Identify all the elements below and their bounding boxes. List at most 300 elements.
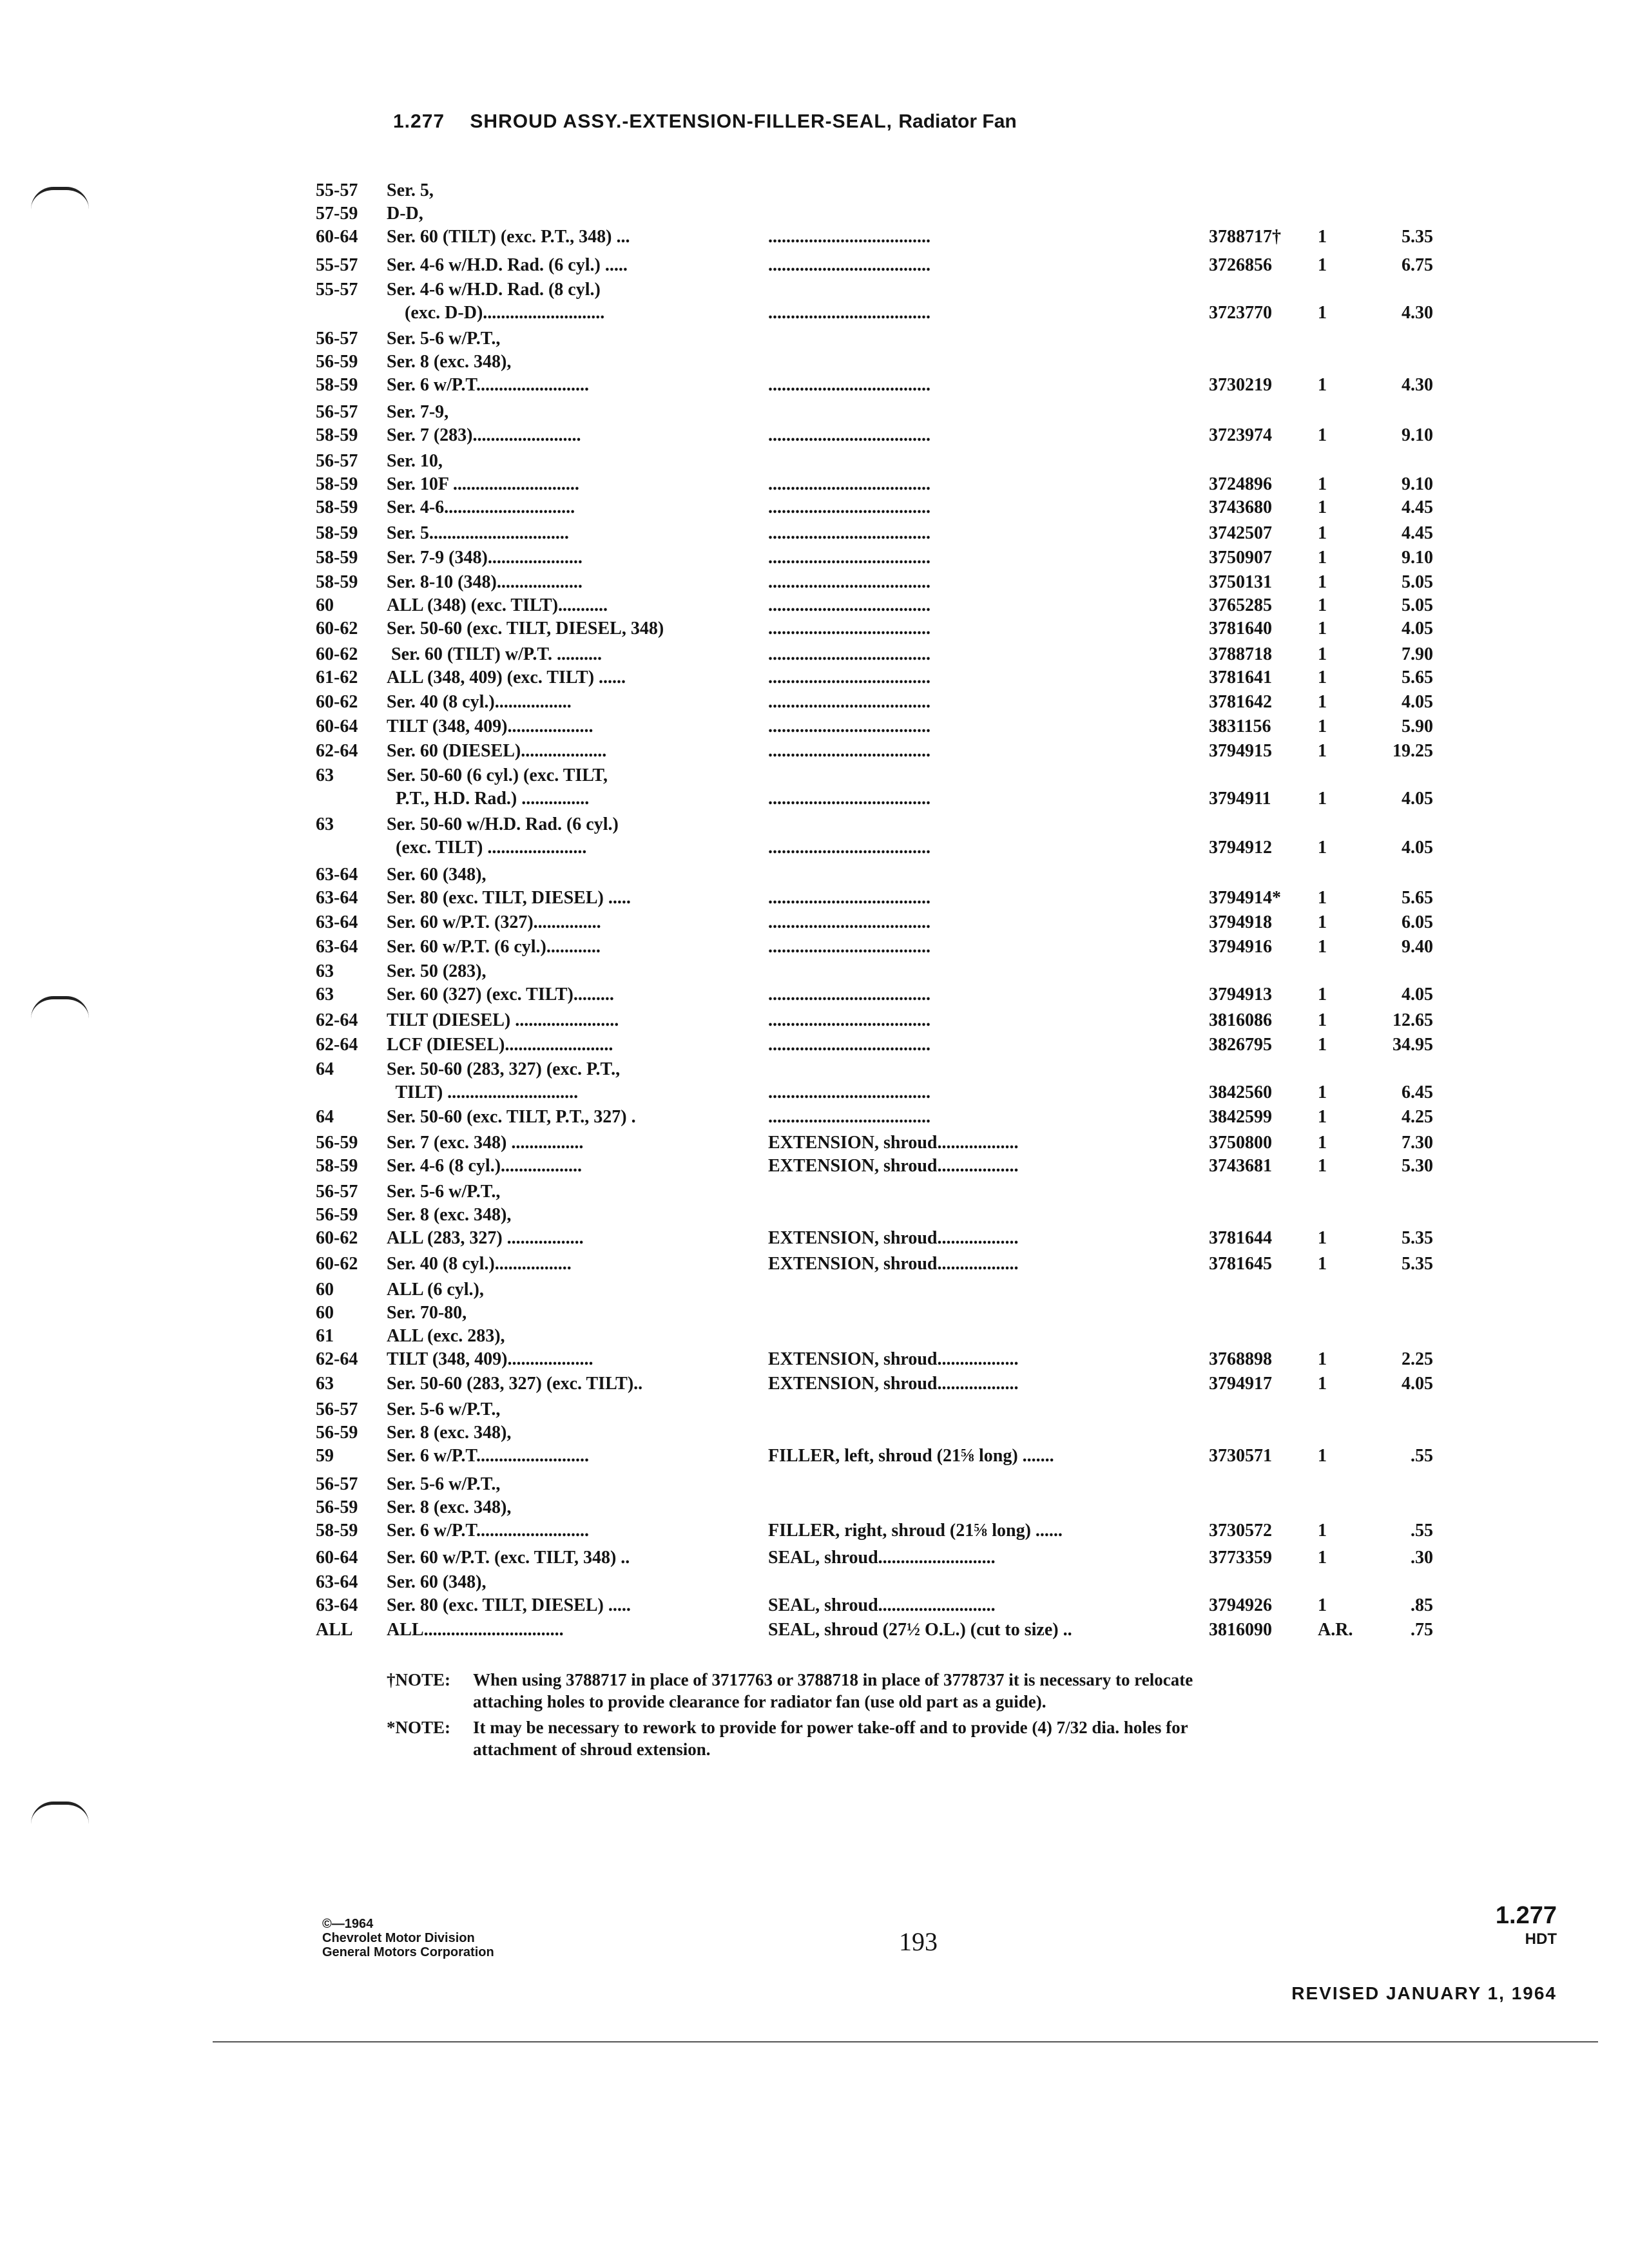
row-quantity: 1 — [1318, 937, 1327, 957]
row-description: Ser. 50-60 (exc. TILT, DIESEL, 348) — [387, 619, 664, 639]
row-quantity: 1 — [1318, 1010, 1327, 1030]
row-price: 6.45 — [1402, 1082, 1433, 1102]
row-part-number: 3794912 — [1209, 838, 1272, 858]
table-row — [0, 936, 1629, 959]
row-description: Ser. 4-6 (8 cyl.).................. — [387, 1156, 583, 1176]
row-part-number: 3743681 — [1209, 1156, 1272, 1176]
table-row — [0, 401, 1629, 424]
row-price: .75 — [1411, 1620, 1433, 1640]
table-row — [0, 1372, 1629, 1396]
row-price: 4.05 — [1402, 1374, 1433, 1394]
row-description: ALL (exc. 283), — [387, 1326, 505, 1346]
row-year: 64 — [316, 1059, 334, 1079]
row-part-number: 3743680 — [1209, 497, 1272, 517]
row-part-name: .................................... — [768, 548, 930, 568]
row-year: 56-59 — [316, 1497, 358, 1517]
row-quantity: 1 — [1318, 474, 1327, 494]
row-part-number: 3781644 — [1209, 1228, 1272, 1248]
row-price: 5.35 — [1402, 227, 1433, 247]
row-part-number: 3794917 — [1209, 1374, 1272, 1394]
row-price: .55 — [1411, 1521, 1433, 1541]
row-description: Ser. 80 (exc. TILT, DIESEL) ..... — [387, 1595, 631, 1615]
row-year: 61 — [316, 1326, 334, 1346]
row-part-number: 3794926 — [1209, 1595, 1272, 1615]
table-row — [0, 1106, 1629, 1129]
table-row — [0, 202, 1629, 226]
row-part-name: .................................... — [768, 619, 930, 639]
table-row — [0, 1519, 1629, 1542]
row-quantity: 1 — [1318, 497, 1327, 517]
row-part-name: .................................... — [768, 303, 930, 323]
row-description: (exc. D-D)........................... — [387, 303, 605, 323]
table-row — [0, 1325, 1629, 1348]
row-description: Ser. 5............................... — [387, 523, 569, 543]
row-description: Ser. 7 (283)........................ — [387, 425, 581, 445]
row-price: 5.65 — [1402, 668, 1433, 687]
row-quantity: 1 — [1318, 912, 1327, 932]
row-year: 58-59 — [316, 497, 358, 517]
row-description: Ser. 10, — [387, 451, 443, 471]
row-part-number: 3831156 — [1209, 716, 1271, 736]
row-part-name: .................................... — [768, 716, 930, 736]
row-price: 19.25 — [1393, 741, 1433, 761]
table-row — [0, 983, 1629, 1006]
row-quantity: 1 — [1318, 1107, 1327, 1127]
row-price: 5.90 — [1402, 716, 1433, 736]
row-quantity: 1 — [1318, 1156, 1327, 1176]
row-part-number: 3816086 — [1209, 1010, 1272, 1030]
table-row — [0, 374, 1629, 397]
row-part-number: 3750907 — [1209, 548, 1272, 568]
row-quantity: 1 — [1318, 985, 1327, 1004]
row-price: 7.90 — [1402, 644, 1433, 664]
table-row — [0, 1058, 1629, 1081]
table-row — [0, 715, 1629, 738]
row-price: 9.10 — [1402, 474, 1433, 494]
row-quantity: 1 — [1318, 1228, 1327, 1248]
row-part-name: EXTENSION, shroud.................. — [768, 1254, 1019, 1274]
row-part-name: FILLER, right, shroud (21⅝ long) ...... — [768, 1521, 1063, 1541]
row-year: 58-59 — [316, 572, 358, 592]
table-row — [0, 887, 1629, 910]
row-part-number: 3742507 — [1209, 523, 1272, 543]
table-row — [0, 643, 1629, 666]
row-description: Ser. 6 w/P.T......................... — [387, 375, 589, 395]
row-part-name: .................................... — [768, 1010, 930, 1030]
row-part-number: 3794914* — [1209, 888, 1281, 908]
row-description: Ser. 60 (348), — [387, 1572, 487, 1592]
row-year: 60-62 — [316, 644, 358, 664]
row-part-name: EXTENSION, shroud.................. — [768, 1228, 1019, 1248]
row-price: 12.65 — [1393, 1010, 1433, 1030]
row-quantity: 1 — [1318, 888, 1327, 908]
row-part-number: 3794915 — [1209, 741, 1272, 761]
row-price: 2.25 — [1402, 1349, 1433, 1369]
row-year: 58-59 — [316, 375, 358, 395]
row-quantity: 1 — [1318, 548, 1327, 568]
row-description: Ser. 40 (8 cyl.)................. — [387, 692, 572, 712]
table-row — [0, 787, 1629, 811]
table-row — [0, 1033, 1629, 1057]
row-price: 5.35 — [1402, 1228, 1433, 1248]
table-row — [0, 813, 1629, 836]
row-description: ALL (6 cyl.), — [387, 1280, 484, 1300]
table-row — [0, 278, 1629, 302]
row-part-number: 3781640 — [1209, 619, 1272, 639]
row-year: 63 — [316, 765, 334, 785]
row-description: Ser. 50-60 (283, 327) (exc. TILT).. — [387, 1374, 643, 1394]
row-description: Ser. 6 w/P.T......................... — [387, 1446, 589, 1466]
row-quantity: 1 — [1318, 692, 1327, 712]
copyright-line: Chevrolet Motor Division — [322, 1931, 475, 1945]
row-price: .85 — [1411, 1595, 1433, 1615]
row-price: 5.30 — [1402, 1156, 1433, 1176]
row-part-number: 3724896 — [1209, 474, 1272, 494]
row-part-number: 3794913 — [1209, 985, 1272, 1004]
row-description: Ser. 4-6 w/H.D. Rad. (6 cyl.) ..... — [387, 255, 628, 275]
table-row — [0, 1009, 1629, 1032]
table-row — [0, 740, 1629, 763]
row-price: 4.45 — [1402, 497, 1433, 517]
row-price: 9.40 — [1402, 937, 1433, 957]
row-year: 63-64 — [316, 1595, 358, 1615]
row-part-number: 3765285 — [1209, 595, 1272, 615]
row-year: 60-64 — [316, 1548, 358, 1568]
table-row — [0, 546, 1629, 570]
row-part-number: 3794918 — [1209, 912, 1272, 932]
row-year: 58-59 — [316, 1521, 358, 1541]
row-quantity: 1 — [1318, 425, 1327, 445]
row-year: 56-59 — [316, 1205, 358, 1225]
row-part-name: .................................... — [768, 227, 930, 247]
row-year: 55-57 — [316, 280, 358, 300]
table-row — [0, 522, 1629, 545]
notes-section — [387, 1669, 1220, 1764]
row-part-number: 3726856 — [1209, 255, 1272, 275]
table-row — [0, 594, 1629, 617]
binder-hole-mark-bottom — [31, 1802, 89, 1824]
row-description: Ser. 40 (8 cyl.)................. — [387, 1254, 572, 1274]
row-part-number: 3826795 — [1209, 1035, 1272, 1055]
table-row — [0, 1473, 1629, 1496]
row-quantity: 1 — [1318, 644, 1327, 664]
copyright-line: General Motors Corporation — [322, 1945, 494, 1959]
header-title: SHROUD ASSY.-EXTENSION-FILLER-SEAL, — [470, 111, 893, 132]
table-row — [0, 1302, 1629, 1325]
row-price: 6.75 — [1402, 255, 1433, 275]
row-year: ALL — [316, 1620, 353, 1640]
row-quantity: 1 — [1318, 619, 1327, 639]
row-part-name: .................................... — [768, 497, 930, 517]
row-part-number: 3781642 — [1209, 692, 1272, 712]
row-price: 5.05 — [1402, 572, 1433, 592]
row-price: .55 — [1411, 1446, 1433, 1466]
note-label: *NOTE: — [387, 1718, 451, 1737]
row-price: 7.30 — [1402, 1133, 1433, 1153]
row-part-name: .................................... — [768, 838, 930, 858]
note-asterisk — [387, 1716, 1220, 1760]
row-part-name: .................................... — [768, 789, 930, 809]
row-quantity: 1 — [1318, 1521, 1327, 1541]
row-price: 4.05 — [1402, 692, 1433, 712]
table-row — [0, 691, 1629, 714]
row-year: 63 — [316, 985, 334, 1004]
row-year: 55-57 — [316, 180, 358, 200]
row-year: 63-64 — [316, 937, 358, 957]
row-price: 4.25 — [1402, 1107, 1433, 1127]
row-description: (exc. TILT) ...................... — [387, 838, 587, 858]
row-year: 58-59 — [316, 474, 358, 494]
row-year: 58-59 — [316, 425, 358, 445]
row-price: 5.35 — [1402, 1254, 1433, 1274]
row-year: 60-64 — [316, 227, 358, 247]
row-part-number: 3723770 — [1209, 303, 1272, 323]
row-quantity: 1 — [1318, 1548, 1327, 1568]
row-description: Ser. 5, — [387, 180, 434, 200]
row-part-name: SEAL, shroud (27½ O.L.) (cut to size) .. — [768, 1620, 1072, 1640]
section-number-block — [1496, 1901, 1557, 1948]
row-description: Ser. 8 (exc. 348), — [387, 1497, 512, 1517]
row-part-number: 3842599 — [1209, 1107, 1272, 1127]
row-year: 56-57 — [316, 1182, 358, 1202]
table-row — [0, 666, 1629, 689]
row-description: LCF (DIESEL)........................ — [387, 1035, 613, 1055]
row-year: 60-64 — [316, 716, 358, 736]
row-part-number: 3730571 — [1209, 1446, 1272, 1466]
row-part-number: 3730219 — [1209, 375, 1272, 395]
copyright-line: ©—1964 — [322, 1917, 374, 1931]
page-number: 193 — [899, 1927, 938, 1956]
row-description: Ser. 60 w/P.T. (exc. TILT, 348) .. — [387, 1548, 630, 1568]
table-row — [0, 1445, 1629, 1468]
row-part-number: 3750131 — [1209, 572, 1272, 592]
row-price: 9.10 — [1402, 425, 1433, 445]
row-year: 60-62 — [316, 1228, 358, 1248]
row-description: P.T., H.D. Rad.) ............... — [387, 789, 590, 809]
row-year: 60 — [316, 1303, 334, 1323]
row-quantity: 1 — [1318, 523, 1327, 543]
row-quantity: 1 — [1318, 1133, 1327, 1153]
row-description: Ser. 8 (exc. 348), — [387, 1423, 512, 1443]
table-row — [0, 1204, 1629, 1227]
table-row — [0, 764, 1629, 787]
row-description: TILT (348, 409)................... — [387, 1349, 593, 1369]
row-year: 56-57 — [316, 1474, 358, 1494]
row-quantity: 1 — [1318, 255, 1327, 275]
row-price: 4.30 — [1402, 375, 1433, 395]
section-code: HDT — [1525, 1930, 1557, 1948]
row-part-name: .................................... — [768, 1035, 930, 1055]
copyright-block — [322, 1917, 494, 1959]
row-description: Ser. 5-6 w/P.T., — [387, 1474, 501, 1494]
row-description: D-D, — [387, 204, 423, 224]
row-part-name: .................................... — [768, 1082, 930, 1102]
table-row — [0, 1348, 1629, 1371]
row-price: 5.65 — [1402, 888, 1433, 908]
bottom-rule — [213, 2041, 1598, 2042]
row-quantity: 1 — [1318, 741, 1327, 761]
row-quantity: 1 — [1318, 1446, 1327, 1466]
row-part-name: .................................... — [768, 523, 930, 543]
row-quantity: 1 — [1318, 1349, 1327, 1369]
row-year: 60-62 — [316, 619, 358, 639]
table-row — [0, 1227, 1629, 1250]
row-description: Ser. 50-60 (283, 327) (exc. P.T., — [387, 1059, 621, 1079]
row-year: 59 — [316, 1446, 334, 1466]
row-part-name: .................................... — [768, 375, 930, 395]
row-year: 56-59 — [316, 1133, 358, 1153]
row-part-name: EXTENSION, shroud.................. — [768, 1374, 1019, 1394]
row-quantity: 1 — [1318, 716, 1327, 736]
row-description: Ser. 60 (TILT) (exc. P.T., 348) ... — [387, 227, 630, 247]
row-quantity: 1 — [1318, 1035, 1327, 1055]
row-description: Ser. 5-6 w/P.T., — [387, 1182, 501, 1202]
row-price: 4.05 — [1402, 985, 1433, 1004]
row-year: 60-62 — [316, 692, 358, 712]
row-quantity: A.R. — [1318, 1620, 1353, 1640]
row-description: ALL (283, 327) ................. — [387, 1228, 584, 1248]
table-row — [0, 226, 1629, 249]
table-row — [0, 1253, 1629, 1276]
table-row — [0, 1081, 1629, 1104]
row-description: Ser. 6 w/P.T......................... — [387, 1521, 589, 1541]
row-quantity: 1 — [1318, 838, 1327, 858]
row-year: 62-64 — [316, 1035, 358, 1055]
row-part-name: SEAL, shroud.......................... — [768, 1548, 996, 1568]
row-description: Ser. 60 w/P.T. (327)............... — [387, 912, 601, 932]
row-year: 56-57 — [316, 402, 358, 422]
row-description: Ser. 7-9, — [387, 402, 449, 422]
row-part-name: SEAL, shroud.......................... — [768, 1595, 996, 1615]
table-row — [0, 1619, 1629, 1642]
row-year: 56-59 — [316, 1423, 358, 1443]
row-part-number: 3768898 — [1209, 1349, 1272, 1369]
row-year: 63-64 — [316, 1572, 358, 1592]
row-year: 63 — [316, 814, 334, 834]
row-year: 62-64 — [316, 1349, 358, 1369]
row-price: 9.10 — [1402, 548, 1433, 568]
table-row — [0, 1421, 1629, 1445]
table-row — [0, 1496, 1629, 1519]
row-year: 56-57 — [316, 329, 358, 349]
revised-date: REVISED JANUARY 1, 1964 — [1291, 1983, 1557, 2003]
row-quantity: 1 — [1318, 668, 1327, 687]
row-quantity: 1 — [1318, 1082, 1327, 1102]
row-description: Ser. 7 (exc. 348) ................ — [387, 1133, 584, 1153]
row-year: 58-59 — [316, 548, 358, 568]
table-row — [0, 254, 1629, 277]
row-quantity: 1 — [1318, 227, 1327, 247]
row-year: 62-64 — [316, 1010, 358, 1030]
row-quantity: 1 — [1318, 1254, 1327, 1274]
table-row — [0, 1155, 1629, 1178]
row-part-number: 3794911 — [1209, 789, 1271, 809]
row-year: 56-59 — [316, 352, 358, 372]
row-part-name: FILLER, left, shroud (21⅝ long) ....... — [768, 1446, 1054, 1466]
row-description: TILT (DIESEL) ....................... — [387, 1010, 619, 1030]
table-row — [0, 450, 1629, 473]
row-part-name: EXTENSION, shroud.................. — [768, 1133, 1019, 1153]
row-description: Ser. 50-60 (6 cyl.) (exc. TILT, — [387, 765, 608, 785]
row-part-name: .................................... — [768, 644, 930, 664]
row-price: 4.05 — [1402, 838, 1433, 858]
row-year: 60 — [316, 1280, 334, 1300]
row-part-name: EXTENSION, shroud.................. — [768, 1349, 1019, 1369]
row-description: Ser. 5-6 w/P.T., — [387, 329, 501, 349]
row-price: .30 — [1411, 1548, 1433, 1568]
row-part-name: .................................... — [768, 912, 930, 932]
table-row — [0, 351, 1629, 374]
row-part-name: .................................... — [768, 255, 930, 275]
row-description: Ser. 50-60 (exc. TILT, P.T., 327) . — [387, 1107, 636, 1127]
row-description: Ser. 50-60 w/H.D. Rad. (6 cyl.) — [387, 814, 619, 834]
row-quantity: 1 — [1318, 572, 1327, 592]
row-year: 64 — [316, 1107, 334, 1127]
row-part-number: 3781645 — [1209, 1254, 1272, 1274]
row-description: Ser. 60 (327) (exc. TILT)......... — [387, 985, 614, 1004]
row-description: Ser. 80 (exc. TILT, DIESEL) ..... — [387, 888, 631, 908]
row-part-number: 3788717† — [1209, 227, 1281, 247]
row-description: TILT (348, 409)................... — [387, 716, 593, 736]
row-part-number: 3750800 — [1209, 1133, 1272, 1153]
table-row — [0, 424, 1629, 447]
table-row — [0, 1546, 1629, 1570]
row-part-number: 3723974 — [1209, 425, 1272, 445]
row-description: Ser. 50 (283), — [387, 961, 487, 981]
row-part-number: 3788718 — [1209, 644, 1272, 664]
row-part-number: 3842560 — [1209, 1082, 1272, 1102]
row-year: 60 — [316, 595, 334, 615]
row-description: Ser. 60 (348), — [387, 865, 487, 885]
row-quantity: 1 — [1318, 303, 1327, 323]
row-description: Ser. 60 w/P.T. (6 cyl.)............ — [387, 937, 601, 957]
row-part-name: .................................... — [768, 572, 930, 592]
row-year: 62-64 — [316, 741, 358, 761]
row-description: Ser. 5-6 w/P.T., — [387, 1399, 501, 1419]
row-description: Ser. 4-6 w/H.D. Rad. (8 cyl.) — [387, 280, 601, 300]
row-part-name: .................................... — [768, 985, 930, 1004]
row-year: 61-62 — [316, 668, 358, 687]
row-price: 4.30 — [1402, 303, 1433, 323]
row-year: 56-57 — [316, 451, 358, 471]
row-price: 4.05 — [1402, 789, 1433, 809]
row-part-name: .................................... — [768, 692, 930, 712]
table-row — [0, 496, 1629, 519]
row-part-name: EXTENSION, shroud.................. — [768, 1156, 1019, 1176]
table-row — [0, 911, 1629, 934]
row-price: 34.95 — [1393, 1035, 1433, 1055]
row-year: 57-59 — [316, 204, 358, 224]
row-description: Ser. 70-80, — [387, 1303, 467, 1323]
row-part-number: 3794916 — [1209, 937, 1272, 957]
row-quantity: 1 — [1318, 1374, 1327, 1394]
row-description: Ser. 7-9 (348)..................... — [387, 548, 583, 568]
row-part-number: 3773359 — [1209, 1548, 1272, 1568]
table-row — [0, 1571, 1629, 1594]
row-year: 58-59 — [316, 523, 358, 543]
row-price: 4.45 — [1402, 523, 1433, 543]
note-label: †NOTE: — [387, 1670, 451, 1689]
row-year: 55-57 — [316, 255, 358, 275]
table-row — [0, 473, 1629, 496]
row-year: 63 — [316, 961, 334, 981]
row-description: ALL (348, 409) (exc. TILT) ...... — [387, 668, 626, 687]
row-quantity: 1 — [1318, 1595, 1327, 1615]
table-row — [0, 1398, 1629, 1421]
row-part-number: 3730572 — [1209, 1521, 1272, 1541]
table-row — [0, 302, 1629, 325]
table-row — [0, 617, 1629, 640]
